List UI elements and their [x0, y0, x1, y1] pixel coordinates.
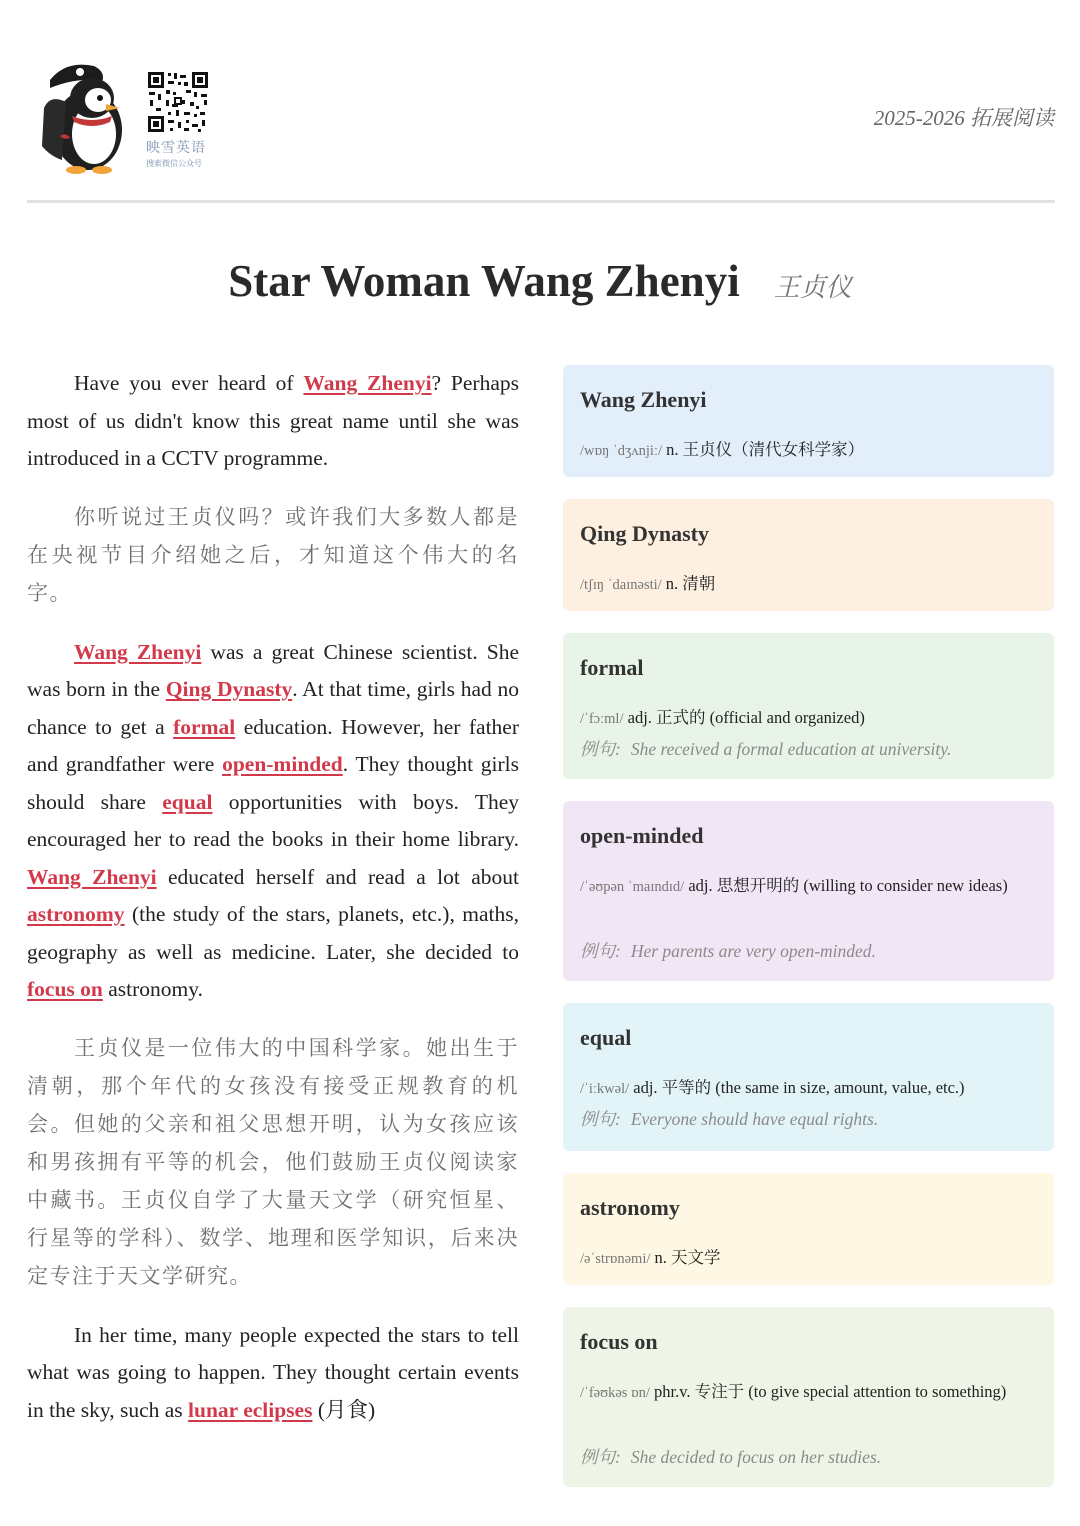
keyword-link[interactable]: Wang Zhenyi: [74, 639, 202, 664]
vocab-pronunciation: /ˈəʊpən ˈmaɪndɪd/: [580, 879, 685, 895]
vocab-meaning: n. 清朝: [661, 574, 716, 593]
keyword-link[interactable]: Qing Dynasty: [165, 677, 293, 701]
vocab-card-equal: [563, 1003, 1054, 1151]
text-segment: . They thought girls should share: [27, 752, 519, 814]
paragraph-english-2: [27, 634, 519, 1009]
page-header: [0, 0, 1080, 205]
example-label: 例句:: [580, 1447, 621, 1467]
keyword-link[interactable]: focus on: [27, 977, 103, 1001]
example-sentence: Everyone should have equal rights.: [630, 1109, 879, 1129]
keyword-link[interactable]: Wang Zhenyi: [27, 864, 157, 889]
text-segment: Have you ever heard of: [74, 371, 304, 395]
vocab-example: [580, 1444, 1037, 1469]
keyword-link[interactable]: Wang Zhenyi: [303, 371, 432, 395]
vocab-example: [580, 736, 1037, 761]
text-segment: (the study of the stars, planets, etc.), maths, geography as well as medicine. Later, she decided to: [27, 902, 519, 964]
vocab-word: Wang Zhenyi: [580, 387, 707, 412]
keyword-link[interactable]: open-minded: [222, 752, 343, 776]
vocab-pronunciation: /tʃɪŋ ˈdaɪnəsti/: [580, 577, 662, 593]
vocab-word: formal: [580, 655, 644, 680]
article-column: [27, 365, 519, 1449]
vocab-word: Qing Dynasty: [580, 521, 709, 546]
vocab-meaning: adj. 正式的 (official and organized): [623, 708, 865, 727]
vocab-definition: [580, 567, 1032, 602]
page-title: Star Woman Wang Zhenyi: [228, 256, 740, 306]
header-divider: [27, 200, 1055, 203]
vocab-definition: [580, 1071, 1032, 1106]
text-segment: (月食): [312, 1397, 376, 1422]
vocab-definition: [580, 433, 1032, 468]
keyword-link[interactable]: astronomy: [27, 902, 125, 926]
text-segment: . At that time, girls had no chance to get a: [27, 677, 519, 739]
vocab-card-formal: [563, 633, 1054, 779]
vocab-example: [580, 1106, 1037, 1131]
text-segment: ? Perhaps most of us didn't know this great name until she was introduced in a CCTV programme.: [27, 371, 519, 470]
vocab-card-astronomy: [563, 1173, 1054, 1285]
text-segment: was a great Chinese scientist. She was born in the: [27, 639, 519, 701]
vocab-word: open-minded: [580, 823, 704, 848]
vocab-word: equal: [580, 1025, 632, 1050]
edition-label: 2025-2026 拓展阅读: [873, 106, 1054, 130]
example-label: 例句:: [580, 1109, 621, 1129]
text-segment: educated herself and read a lot about: [156, 864, 519, 889]
vocab-word: astronomy: [580, 1195, 680, 1220]
vocab-example: [580, 938, 1037, 963]
vocab-pronunciation: /ˈfɔːml/: [580, 711, 624, 727]
qr-code-icon: [146, 70, 210, 134]
vocab-card-wang-zhenyi: [563, 365, 1054, 477]
example-label: 例句:: [580, 941, 621, 961]
keyword-link[interactable]: equal: [162, 789, 213, 814]
text-segment: opportunities with boys. They encouraged her to read the books in their home library.: [27, 789, 519, 851]
vocab-pronunciation: /wɒŋ ˈdʒʌnjiː/: [580, 443, 663, 459]
vocab-meaning: n. 王贞仪（清代女科学家）: [662, 440, 865, 459]
vocab-meaning: n. 天文学: [650, 1248, 721, 1267]
vocab-definition: [580, 701, 1032, 736]
example-sentence: She received a formal education at university.: [630, 739, 952, 759]
brand-name: 映雪英语: [146, 140, 206, 156]
text-segment: astronomy.: [102, 977, 203, 1001]
vocab-definition: [580, 1241, 1032, 1276]
vocab-card-qing-dynasty: [563, 499, 1054, 611]
example-sentence: She decided to focus on her studies.: [630, 1447, 882, 1467]
text-segment: In her time, many people expected the stars to tell what was going to happen. They thought certain events in the sky, such as: [27, 1322, 519, 1422]
keyword-link[interactable]: lunar eclipses: [188, 1397, 313, 1422]
vocab-meaning: adj. 思想开明的 (willing to consider new ideas): [684, 876, 1008, 895]
example-label: 例句:: [580, 739, 621, 759]
paragraph-english-1: [27, 365, 519, 478]
example-sentence: Her parents are very open-minded.: [630, 941, 876, 961]
vocab-meaning: adj. 平等的 (the same in size, amount, value, etc.): [629, 1078, 965, 1097]
page-title-chinese: 王贞仪: [773, 273, 852, 302]
vocab-word: focus on: [580, 1329, 658, 1354]
vocab-pronunciation: /ˈfəʊkəs ɒn/: [580, 1385, 650, 1401]
vocab-pronunciation: /əˈstrɒnəmi/: [580, 1251, 651, 1267]
vocab-definition: [580, 869, 1032, 904]
paragraph-english-3: [27, 1317, 519, 1430]
vocab-card-focus-on: [563, 1307, 1054, 1487]
vocab-card-open-minded: [563, 801, 1054, 981]
title-row: [0, 255, 1080, 307]
text-segment: education. However, her father and grandfather were: [27, 714, 520, 776]
vocab-pronunciation: /ˈiːkwəl/: [580, 1081, 630, 1097]
paragraph-chinese-2: 王贞仪是一位伟大的中国科学家。她出生于清朝，那个年代的女孩没有接受正规教育的机会。但她的父亲和祖父思想开明，认为女孩应该和男孩拥有平等的机会，他们鼓励王贞仪阅读家中藏书。王贞仪自学了大量天文学（研究恒星、行星等的学科）、数学、地理和医学知识，后来决定专注于天文学研究。: [27, 1035, 519, 1288]
brand-subtitle: 搜索微信公众号: [146, 159, 202, 168]
vocab-definition: [580, 1375, 1032, 1410]
penguin-mascot-icon: [36, 58, 140, 176]
vocab-meaning: phr.v. 专注于 (to give special attention to something): [649, 1382, 1007, 1401]
keyword-link[interactable]: formal: [173, 714, 236, 739]
paragraph-chinese-1: 你听说过王贞仪吗？或许我们大多数人都是在央视节目介绍她之后，才知道这个伟大的名字。: [27, 504, 519, 605]
